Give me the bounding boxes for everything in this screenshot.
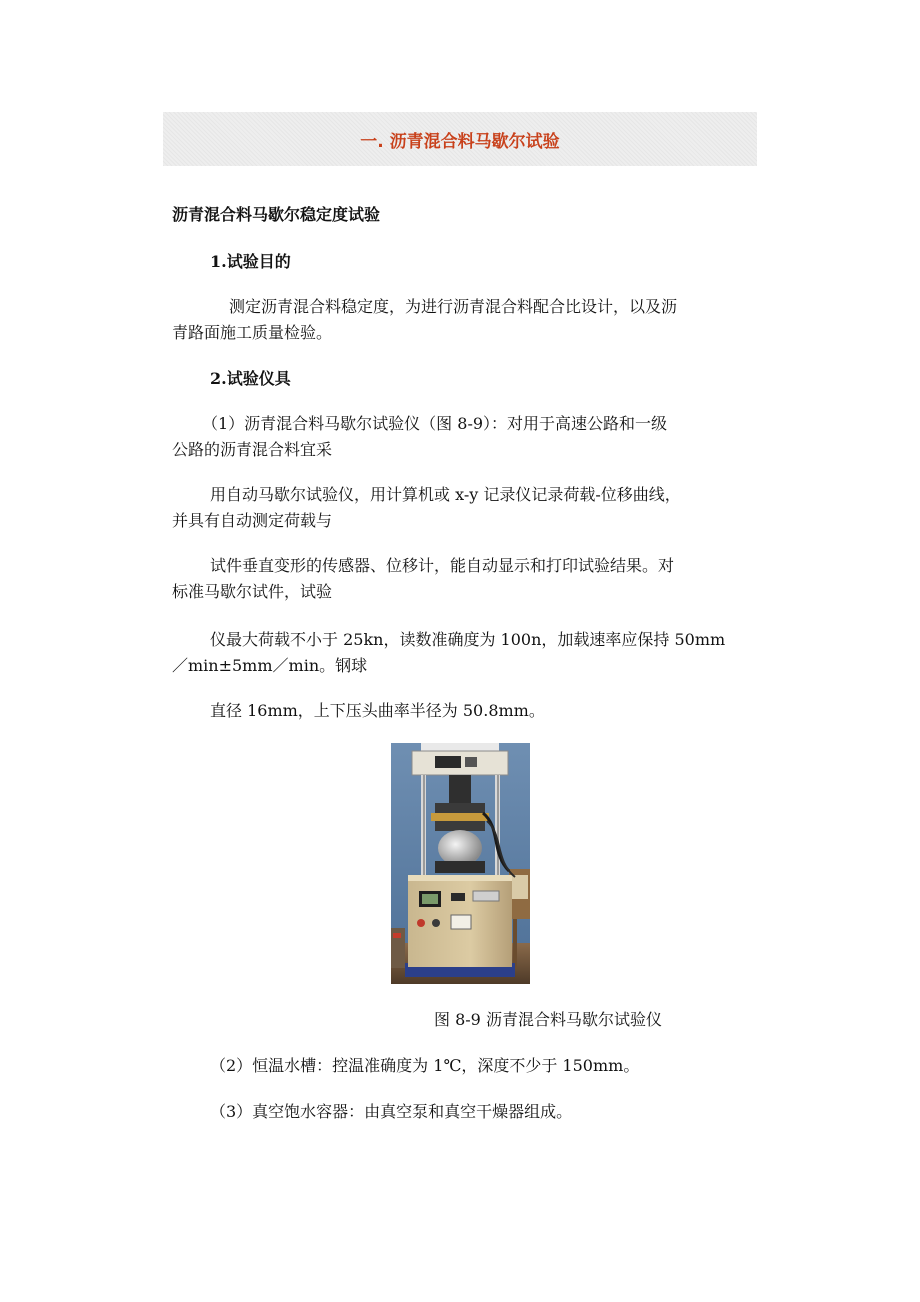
purpose-line-1: 测定沥青混合料稳定度，为进行沥青混合料配合比设计，以及沥 [229, 297, 678, 316]
title-banner [163, 112, 757, 166]
item3-line: （3）真空饱水容器：由真空泵和真空干燥器组成。 [210, 1102, 573, 1121]
item1e-line-1: 直径 16mm，上下压头曲率半径为 50.8mm。 [210, 701, 545, 720]
item1c-line-2: 标准马歇尔试件，试验 [172, 582, 333, 601]
item1d-line-1: 仪最大荷载不小于 25kn，读数准确度为 100n，加载速率应保持 50mm [210, 630, 726, 649]
item1b-line-1: 用自动马歇尔试验仪，用计算机或 x-y 记录仪记录荷载-位移曲线， [210, 485, 681, 504]
page-title: 一. 沥青混合料马歇尔试验 [360, 131, 560, 152]
marshall-tester-photo [391, 743, 530, 984]
purpose-heading: 1.试验目的 [210, 252, 291, 271]
purpose-paragraph [172, 294, 752, 346]
item1d-line-2: ／min±5mm／min。钢球 [172, 656, 368, 675]
item1-line-1: （1）沥青混合料马歇尔试验仪（图 8-9）：对用于高速公路和一级 [202, 414, 668, 433]
item1-line-2: 公路的沥青混合料宜采 [172, 440, 333, 459]
purpose-line-2: 青路面施工质量检验。 [172, 323, 333, 342]
item1c-paragraph [172, 553, 752, 605]
section-heading: 沥青混合料马歇尔稳定度试验 [172, 205, 381, 224]
item2-line: （2）恒温水槽：控温准确度为 1℃，深度不少于 150mm。 [210, 1056, 640, 1075]
apparatus-heading: 2.试验仪具 [210, 369, 291, 388]
item1b-line-2: 并具有自动测定荷载与 [172, 511, 333, 530]
figure-caption: 图 8-9 沥青混合料马歇尔试验仪 [434, 1010, 662, 1029]
item1-paragraph [172, 411, 752, 463]
item1b-paragraph [172, 482, 752, 534]
item1d-paragraph [172, 627, 752, 679]
item1c-line-1: 试件垂直变形的传感器、位移计，能自动显示和打印试验结果。对 [210, 556, 675, 575]
